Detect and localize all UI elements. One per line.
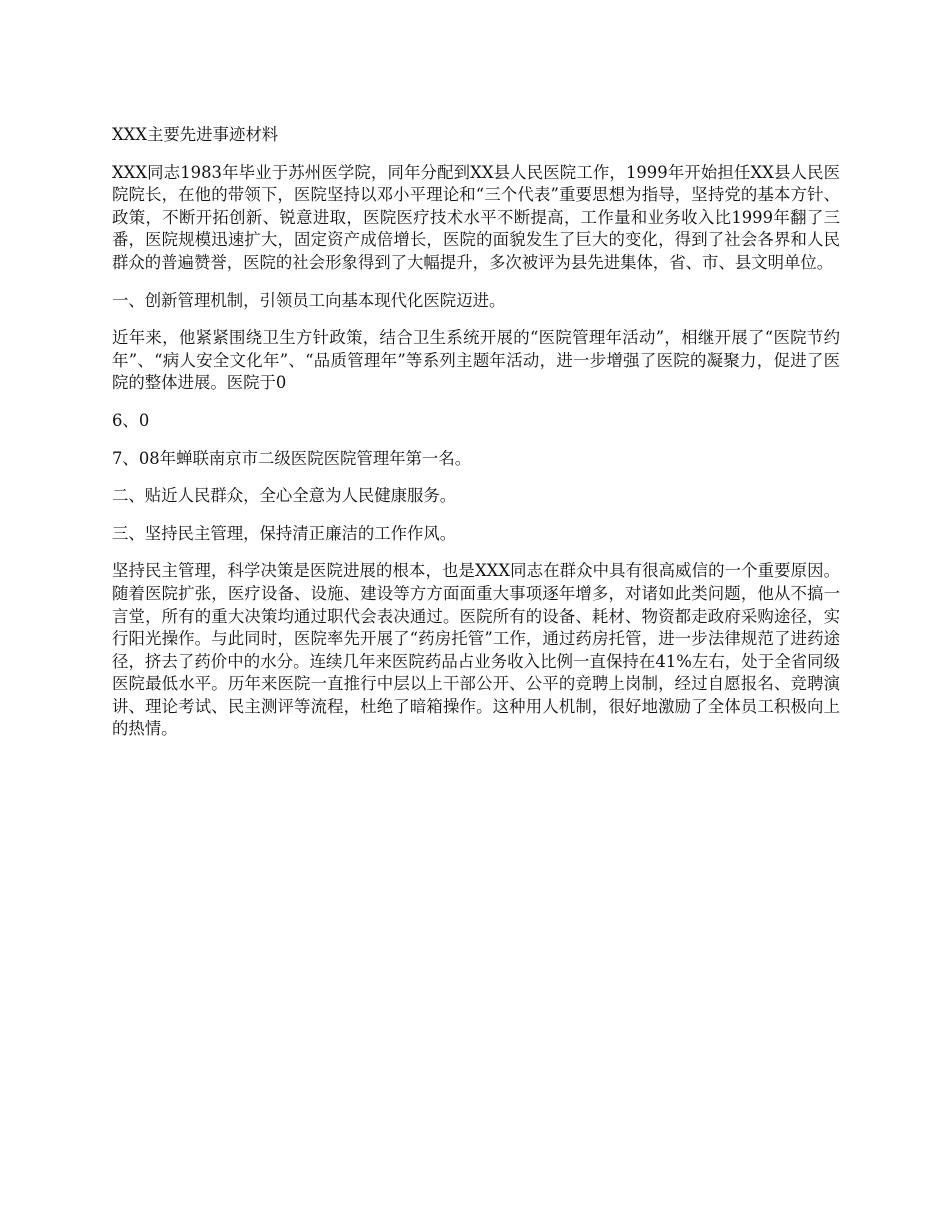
- section-heading-1: 一、创新管理机制，引领员工向基本现代化医院迈进。: [112, 290, 506, 310]
- document-title: XXX主要先进事迹材料: [112, 125, 279, 144]
- section-heading-2: 二、贴近人民群众，全心全意为人民健康服务。: [112, 486, 457, 506]
- paragraph-intro: XXX同志1983年毕业于苏州医学院，同年分配到XX县人民医院工作，1999年开始担任XX县人民医院院长，在他的带领下，医院坚持以邓小平理论和“三个代表”重要思想为指导，坚持党的基本方针、政策，不断开拓创新、锐意进取，医院医疗技术水平不断提高，工作量和业务收入比1999年翻了三番，医院规模迅速扩大，固定资产成倍增长，医院的面貌发生了巨大的变化，得到了社会各界和人民群众的普遍赞誉，医院的社会形象得到了大幅提升，多次被评为县先进集体，省、市、县文明单位。: [112, 162, 840, 272]
- document-page: [112, 124, 840, 756]
- paragraph-section-3: 坚持民主管理，科学决策是医院进展的根本，也是XXX同志在群众中具有很高威信的一个重要原因。随着医院扩张，医疗设备、设施、建设等方方面面重大事项逐年增多，对诸如此类问题，他从不搞一言堂，所有的重大决策均通过职代会表决通过。医院所有的设备、耗材、物资都走政府采购途径，实行阳光操作。与此同时，医院率先开展了“药房托管”工作，通过药房托管，进一步法律规范了进药途径，挤去了药价中的水分。连续几年来医院药品占业务收入比例一直保持在41%左右，处于全省同级医院最低水平。历年来医院一直推行中层以上干部公开、公平的竞聘上岗制，经过自愿报名、竞聘演讲、理论考试、民主测评等流程，杜绝了暗箱操作。这种用人机制，很好地激励了全体员工积极向上的热情。: [112, 561, 840, 739]
- paragraph-fragment-7: 7、08年蝉联南京市二级医院医院管理年第一名。: [112, 448, 472, 468]
- section-heading-3: 三、坚持民主管理，保持清正廉洁的工作作风。: [112, 523, 457, 543]
- paragraph-section-1: 近年来，他紧紧围绕卫生方针政策，结合卫生系统开展的“医院管理年活动”，相继开展了“医院节约年”、“病人安全文化年”、“品质管理年”等系列主题年活动，进一步增强了医院的凝聚力，促进了医院的整体进展。医院于0: [112, 328, 840, 393]
- paragraph-fragment-6: 6、0: [112, 410, 150, 430]
